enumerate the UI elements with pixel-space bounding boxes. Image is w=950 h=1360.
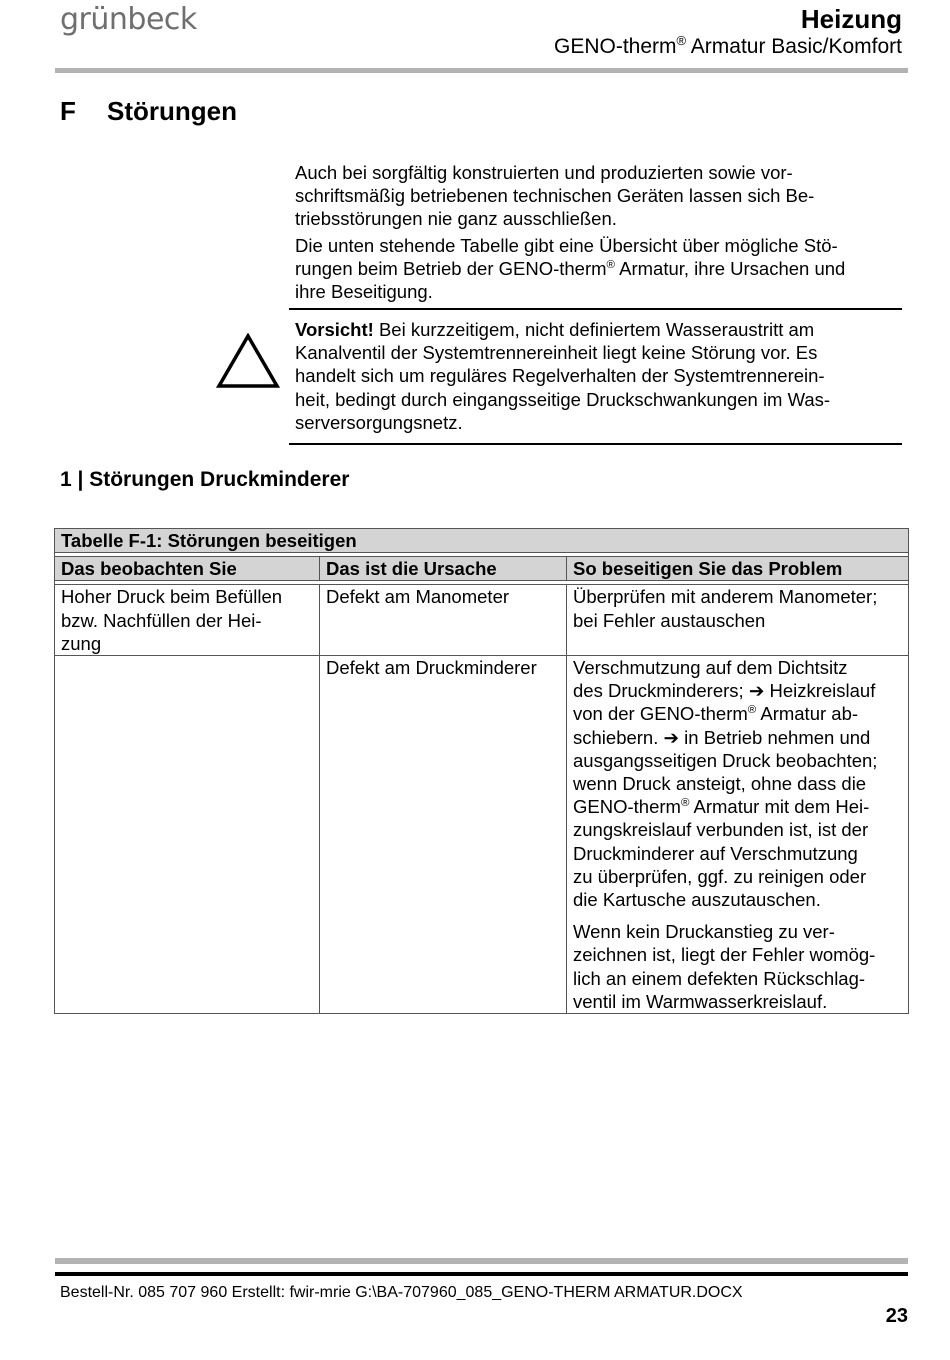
footer-black-bar: [55, 1272, 908, 1276]
cause-cell: Defekt am Druckminderer: [320, 656, 567, 1014]
warning-label: Vorsicht!: [295, 319, 374, 340]
section-title: Störungen: [107, 96, 237, 126]
intro-paragraph-2: Die unten stehende Tabelle gibt eine Übersicht über mögliche Stö- rungen beim Betrieb der GENO-therm® Armatur, ihre Ursachen und ihre Beseitigung.: [295, 235, 846, 303]
arrow-right-icon: ➔: [748, 680, 765, 702]
faults-table: [54, 528, 909, 1014]
fix-paragraph: Wenn kein Druckanstieg zu ver- zeichnen ist, liegt der Fehler womög- lich an einem defekten Rückschlag- ventil im Warmwasserkreislauf.: [573, 921, 876, 1012]
section-letter: F: [60, 96, 76, 126]
cause-cell: Defekt am Manometer: [320, 585, 567, 656]
page-number: 23: [885, 1305, 908, 1327]
observation-cell: Hoher Druck beim Befüllen bzw. Nachfüllen der Hei- zung: [55, 585, 320, 656]
arrow-right-icon: ➔: [663, 726, 680, 748]
footer-document-info: Bestell-Nr. 085 707 960 Erstellt: fwir-mrie G:\BA-707960_085_GENO-THERM ARMATUR.DOCX: [60, 1284, 743, 1301]
fix-cell: [567, 656, 909, 1014]
fix-cell: Überprüfen mit anderem Manometer; bei Fehler austauschen: [567, 585, 909, 656]
intro-paragraph-1: Auch bei sorgfältig konstruierten und produzierten sowie vor- schriftsmäßig betriebenen technischen Geräten lassen sich Be- triebsstörungen nie ganz ausschließen.: [295, 162, 815, 230]
table-row: [55, 656, 909, 1014]
header-divider: [55, 68, 908, 73]
observation-cell: [55, 656, 320, 1014]
warning-text: Vorsicht! Bei kurzzeitigem, nicht definiertem Wasseraustritt am Kanalventil der Systemtrennereinheit liegt keine Störung vor. Es handelt sich um reguläres Regelverhalten der Systemtrennerein- heit, bedingt durch eingangsseitige Druckschwankungen im Was- serversorgungsnetz.: [295, 319, 831, 433]
table-caption-row: [55, 529, 909, 553]
warning-top-rule: [289, 308, 902, 310]
warning-bottom-rule: [289, 443, 902, 445]
subsection-title: 1 | Störungen Druckminderer: [60, 468, 350, 491]
table-row: [55, 585, 909, 656]
footer-gray-bar: [55, 1258, 908, 1264]
header-title: Heizung: [800, 4, 902, 34]
column-header-cause: Das ist die Ursache: [320, 557, 567, 581]
fix-paragraph: Verschmutzung auf dem Dichtsitz des Druckminderers; ➔ Heizkreislauf von der GENO-therm® Armatur ab- schiebern. ➔ in Betrieb nehmen und ausgangsseitigen Druck beobachten; wenn Druck ansteigt, ohne dass die GENO-therm® Armatur mit dem Hei- zungskreislauf verbunden ist, ist der Druckminderer auf Verschmutzung zu überprüfen, ggf. zu reinigen oder die Kartusche auszutauschen.: [573, 657, 878, 911]
header-subtitle: GENO-therm® Armatur Basic/Komfort: [553, 33, 902, 58]
gruenbeck-logo: grünbeck: [60, 2, 197, 37]
table-caption: Tabelle F-1: Störungen beseitigen: [55, 529, 909, 553]
column-header-fix: So beseitigen Sie das Problem: [567, 557, 909, 581]
column-header-observation: Das beobachten Sie: [55, 557, 320, 581]
warning-triangle-icon: [216, 333, 280, 389]
table-header-row: [55, 557, 909, 581]
